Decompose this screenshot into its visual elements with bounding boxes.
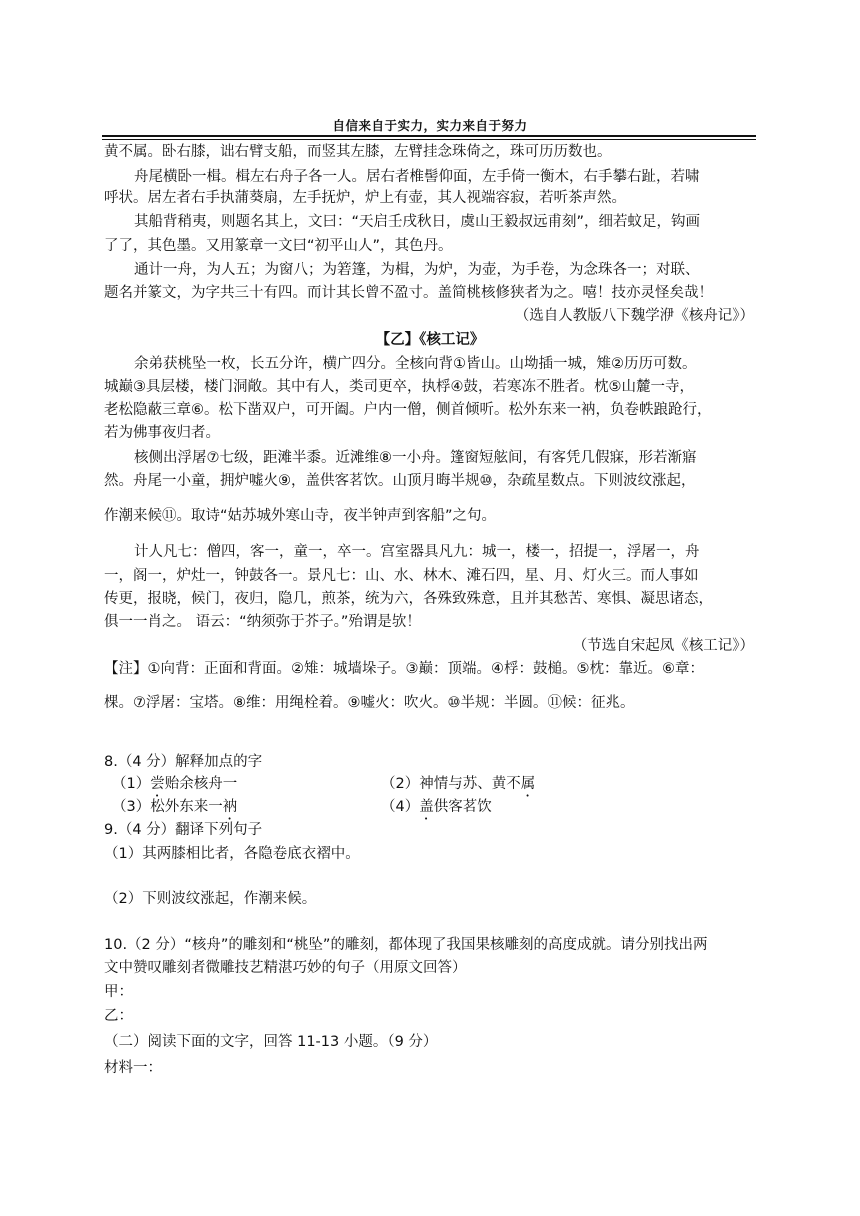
- emphasis-char: 尝: [150, 776, 165, 792]
- material-label: 材料一：: [104, 1060, 162, 1076]
- page-header: 自信来自于实力，实力来自于努力: [332, 118, 528, 133]
- header-rule: [102, 135, 756, 137]
- jia-line: 呼状。居左者右手执蒲葵扇，左手抚炉，炉上有壶，其人视端容寂，若听茶声然。: [104, 190, 626, 206]
- emphasis-char: 衲: [222, 799, 238, 815]
- yi-line: 若为佛事夜归者。: [104, 425, 220, 441]
- jia-line: 舟尾横卧一楫。楫左右舟子各一人。居右者椎髻仰面，左手倚一衡木，右手攀右趾，若啸: [134, 169, 700, 185]
- yi-title: 【乙】《核工记》: [375, 332, 485, 348]
- yi-line: 俱一一肖之。 语云：“纳须弥于芥子。”殆谓是欤！: [104, 614, 421, 630]
- q8-item-2: （2）神情与苏、黄不属: [381, 776, 536, 792]
- emphasis-char: 盖: [419, 799, 434, 815]
- yi-line: 城巅③具层楼，楼门洞敞。其中有人，类司更卒，执桴④鼓，若寒冻不胜者。枕⑤山麓一寺，: [104, 379, 694, 395]
- note-line: 棵。⑦浮屠：宝塔。⑧维：用绳栓着。⑨嘘火：吹火。⑩半规：半圆。⑪候：征兆。: [104, 695, 635, 711]
- yi-line: 老松隐蔽三章⑥。松下凿双户，可开阖。户内一僧，侧首倾听。松外东来一衲，负卷帙踉跄行，: [104, 402, 712, 418]
- section-heading: （二）阅读下面的文字，回答 11-13 小题。（9 分）: [104, 1034, 438, 1050]
- yi-line: 余弟获桃坠一枚，长五分许，横广四分。全核向背①皆山。山坳插一城，雉②历历可数。: [134, 356, 697, 372]
- yi-line: 然。舟尾一小童，拥炉嘘火⑨，盖供客茗饮。山顶月晦半规⑩，杂疏星数点。下则波纹涨起，: [104, 473, 696, 489]
- header-rule-thin: [102, 139, 756, 140]
- jia-line: 了了，其色墨。又用篆章一文曰“初平山人”，其色丹。: [104, 238, 453, 254]
- yi-line: 传更，报晓，候门，夜归，隐几，煎茶，统为六，各殊致殊意，且并其愁苦、寒惧、凝思诸态，: [104, 591, 713, 607]
- yi-line: 计人凡七：僧四，客一，童一，卒一。宫室器具凡九：城一，楼一，招提一，浮屠一，舟: [134, 544, 700, 560]
- yi-line: 一，阁一，炉灶一，钟鼓各一。景凡七：山、水、林木、滩石四，星、月、灯火三。而人事如: [104, 568, 699, 584]
- yi-line: 作潮来候⑪。取诗“姑苏城外寒山寺，夜半钟声到客船”之句。: [104, 508, 497, 524]
- note-line: 【注】①向背：正面和背面。②雉：城墙垛子。③巅：顶端。④桴：鼓槌。⑤枕：靠近。⑥章：: [104, 661, 704, 677]
- jia-line: 题名并篆文，为字共三十有四。而计其长曾不盈寸。盖简桃核修狭者为之。嘻！技亦灵怪矣哉！: [104, 285, 713, 301]
- jia-line: 通计一舟，为人五；为窗八；为箬篷，为楫，为炉，为壶，为手卷，为念珠各一；对联、: [134, 262, 700, 278]
- q8-item-3: （3）松外东来一衲: [112, 799, 238, 815]
- emphasis-char: 属: [520, 776, 536, 792]
- yi-line: 核侧出浮屠⑦七级，距滩半黍。近滩维⑧一小舟。篷窗短舷间，有客凭几假寐，形若渐寤: [134, 450, 697, 466]
- q9-sentence-1: （1）其两膝相比者，各隐卷底衣褶中。: [104, 846, 360, 862]
- q8-item-1: （1）尝贻余核舟一: [112, 776, 238, 792]
- jia-line: 黄不属。卧右膝，诎右臂支船，而竖其左膝，左臂挂念珠倚之，珠可历历数也。: [104, 144, 612, 160]
- jia-line: 其船背稍夷，则题名其上，文曰：“天启壬戌秋日，虞山王毅叔远甫刻”，细若蚊足，钩画: [134, 214, 701, 230]
- q8-item-4: （4）盖供客茗饮: [381, 799, 492, 815]
- q9-sentence-2: （2）下则波纹涨起，作潮来候。: [104, 891, 317, 907]
- q10-answer-jia: 甲：: [104, 984, 133, 1000]
- q10-answer-yi: 乙：: [104, 1008, 133, 1024]
- q10-line: 文中赞叹雕刻者微雕技艺精湛巧妙的句子（用原文回答）: [104, 960, 467, 976]
- q9-title: 9.（4 分）翻译下列句子: [104, 822, 263, 838]
- q10-line: 10.（2 分）“核舟”的雕刻和“桃坠”的雕刻，都体现了我国果核雕刻的高度成就。请分别找出两: [104, 937, 708, 953]
- jia-source: （选自人教版八下魏学洢《核舟记》）: [514, 308, 754, 324]
- yi-source: （节选自宋起凤《核工记》）: [572, 638, 754, 654]
- q8-title: 8.（4 分）解释加点的字: [104, 754, 263, 770]
